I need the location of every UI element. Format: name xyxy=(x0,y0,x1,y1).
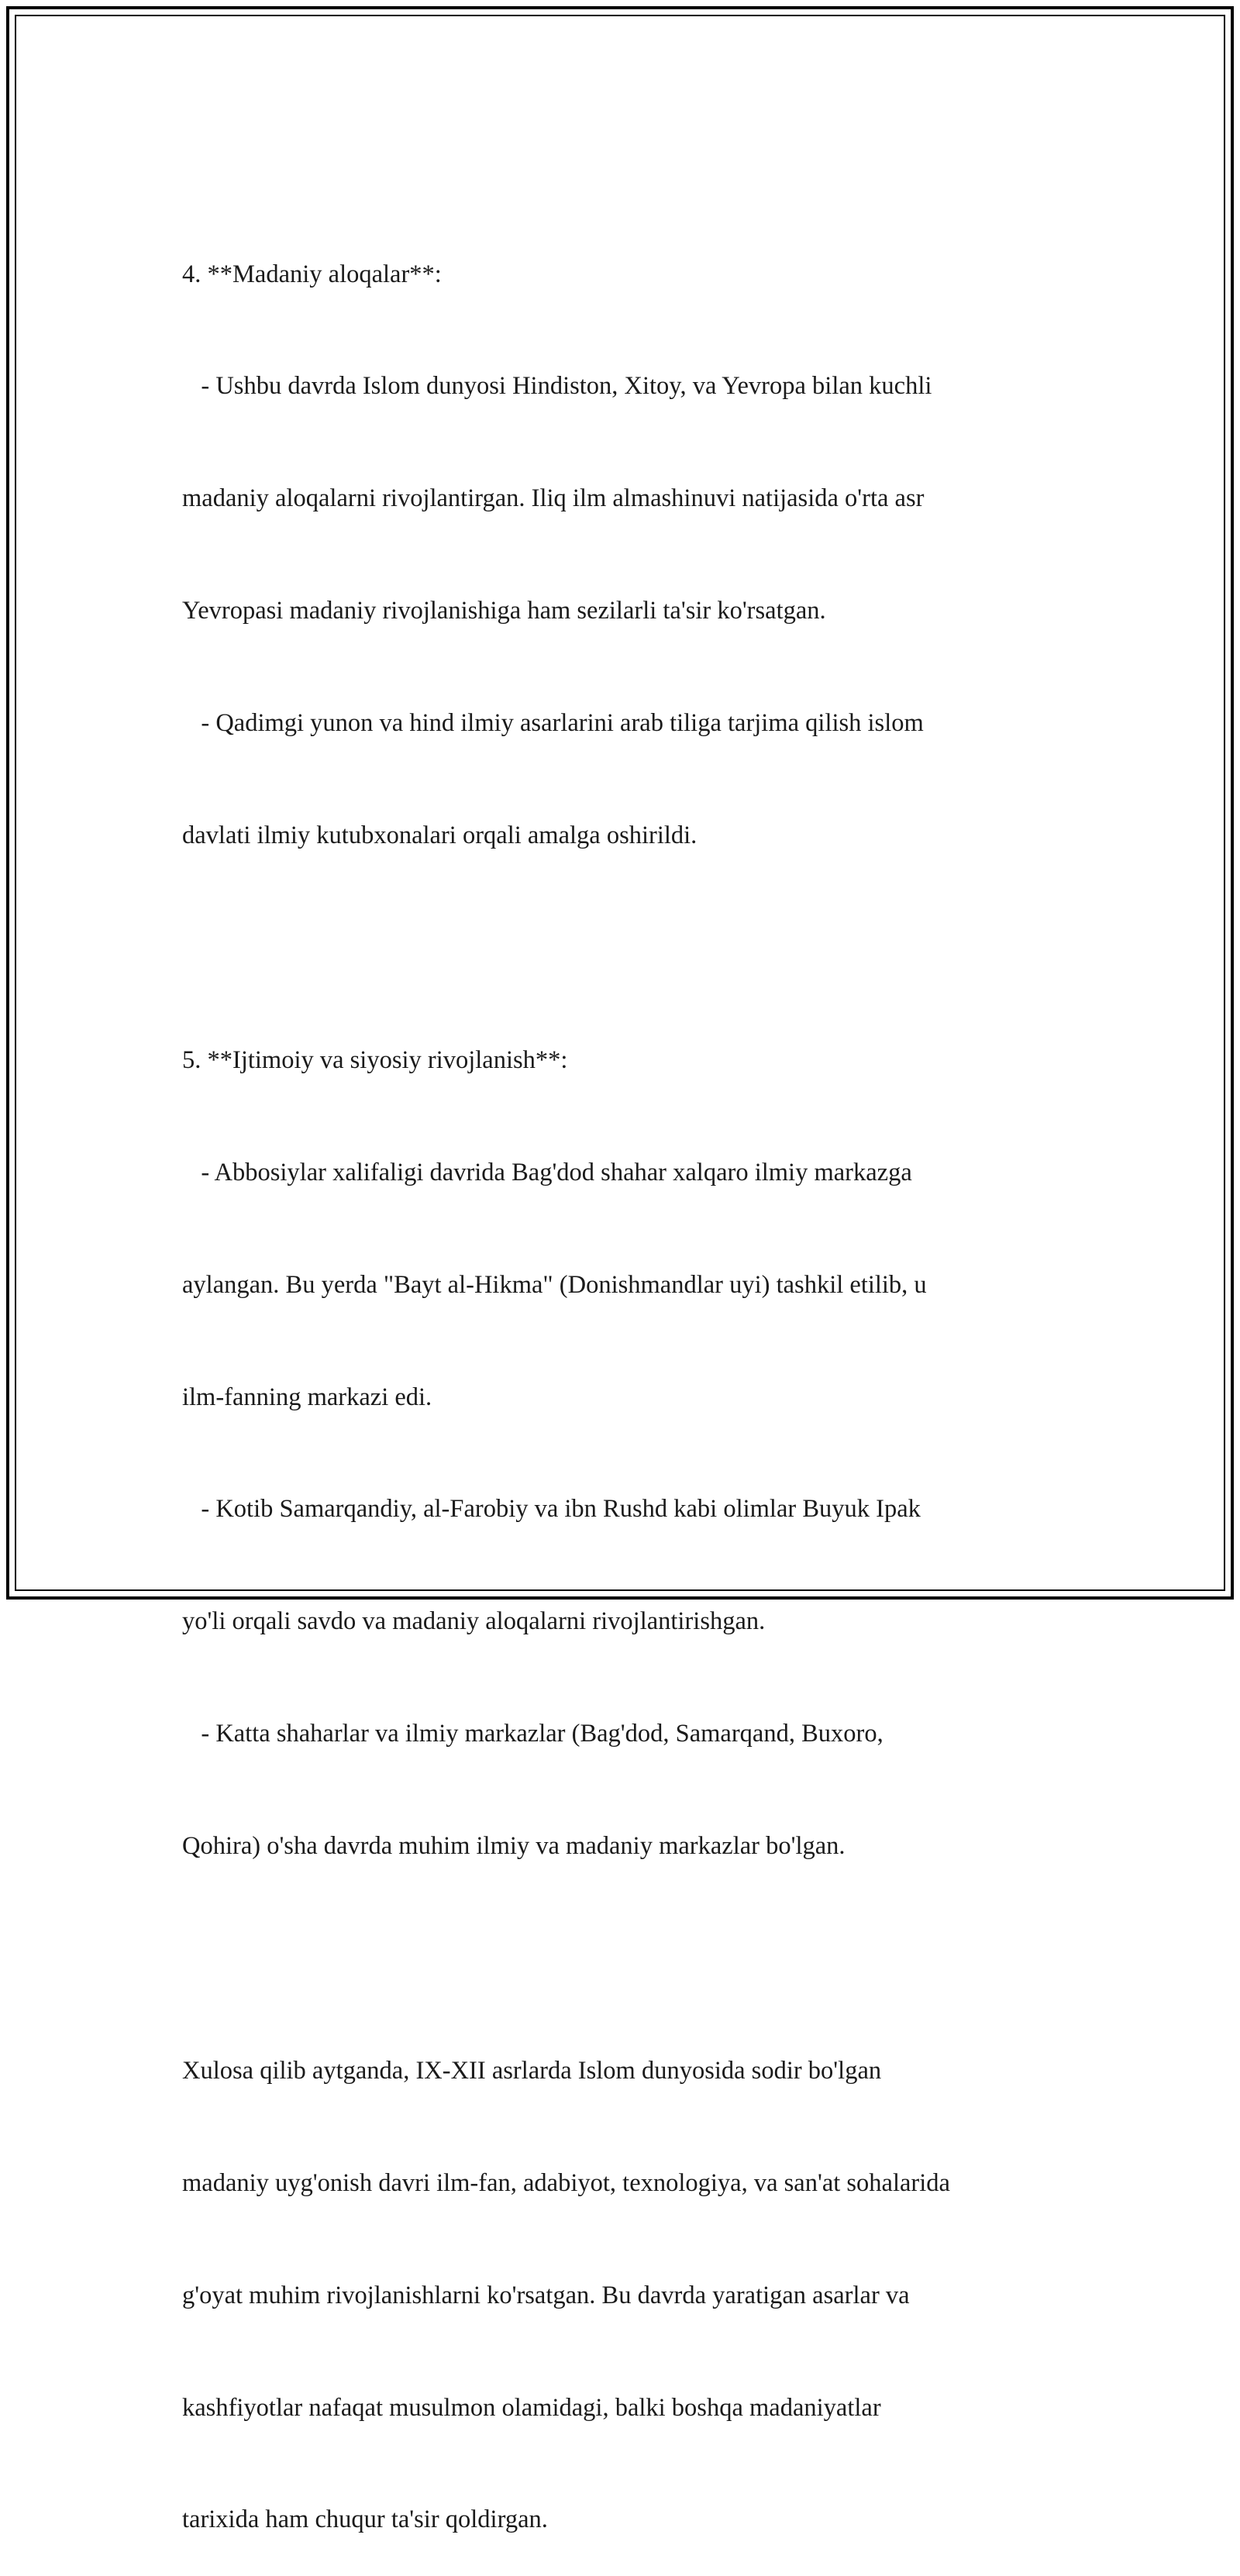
section-4-bullet-2-line-2: davlati ilmiy kutubxonalari orqali amalga oshirildi. xyxy=(182,821,698,850)
section-5-bullet-2-line-1: - Kotib Samarqandiy, al-Farobiy va ibn Rushd kabi olimlar Buyuk Ipak xyxy=(182,1495,921,1524)
section-5-bullet-1-line-3: ilm-fanning markazi edi. xyxy=(182,1383,432,1411)
blank-line xyxy=(182,929,1081,966)
section-4-bullet-1-line-1: - Ushbu davrda Islom dunyosi Hindiston, Xitoy, va Yevropa bilan kuchli xyxy=(182,372,932,401)
section-4-bullet-1-line-3: Yevropasi madaniy rivojlanishiga ham sezilarli ta'sir ko'rsatgan. xyxy=(182,597,826,625)
section-5-bullet-2-line-2: yo'li orqali savdo va madaniy aloqalarni rivojlantirishgan. xyxy=(182,1607,766,1636)
conclusion-line-1: Xulosa qilib aytganda, IX-XII asrlarda Islom dunyosida sodir bo'lgan xyxy=(182,2056,882,2085)
section-5-bullet-3-line-1: - Katta shaharlar va ilmiy markazlar (Bag'dod, Samarqand, Buxoro, xyxy=(182,1720,884,1748)
conclusion-line-3: g'oyat muhim rivojlanishlarni ko'rsatgan. Bu davrda yaratigan asarlar va xyxy=(182,2281,910,2309)
document-body xyxy=(182,181,1081,2576)
section-5-heading: 5. **Ijtimoiy va siyosiy rivojlanish**: xyxy=(182,1045,568,1074)
section-4-bullet-1-line-2: madaniy aloqalarni rivojlantirgan. Iliq ilm almashinuvi natijasida o'rta asr xyxy=(182,484,925,513)
section-5-bullet-3-line-2: Qohira) o'sha davrda muhim ilmiy va madaniy markazlar bo'lgan. xyxy=(182,1832,846,1861)
conclusion-line-2: madaniy uyg'onish davri ilm-fan, adabiyot, texnologiya, va san'at sohalarida xyxy=(182,2168,950,2197)
section-5-bullet-1-line-2: aylangan. Bu yerda "Bayt al-Hikma" (Donishmandlar uyi) tashkil etilib, u xyxy=(182,1270,927,1299)
section-5-bullet-1-line-1: - Abbosiylar xalifaligi davrida Bag'dod shahar xalqaro ilmiy markazga xyxy=(182,1158,912,1186)
conclusion-line-5: tarixida ham chuqur ta'sir qoldirgan. xyxy=(182,2505,548,2534)
section-4-heading: 4. **Madaniy aloqalar**: xyxy=(182,260,442,288)
section-4-bullet-2-line-1: - Qadimgi yunon va hind ilmiy asarlarini arab tiliga tarjima qilish islom xyxy=(182,709,924,738)
conclusion-line-4: kashfiyotlar nafaqat musulmon olamidagi, balki boshqa madaniyatlar xyxy=(182,2393,881,2422)
blank-line xyxy=(182,1940,1081,1977)
